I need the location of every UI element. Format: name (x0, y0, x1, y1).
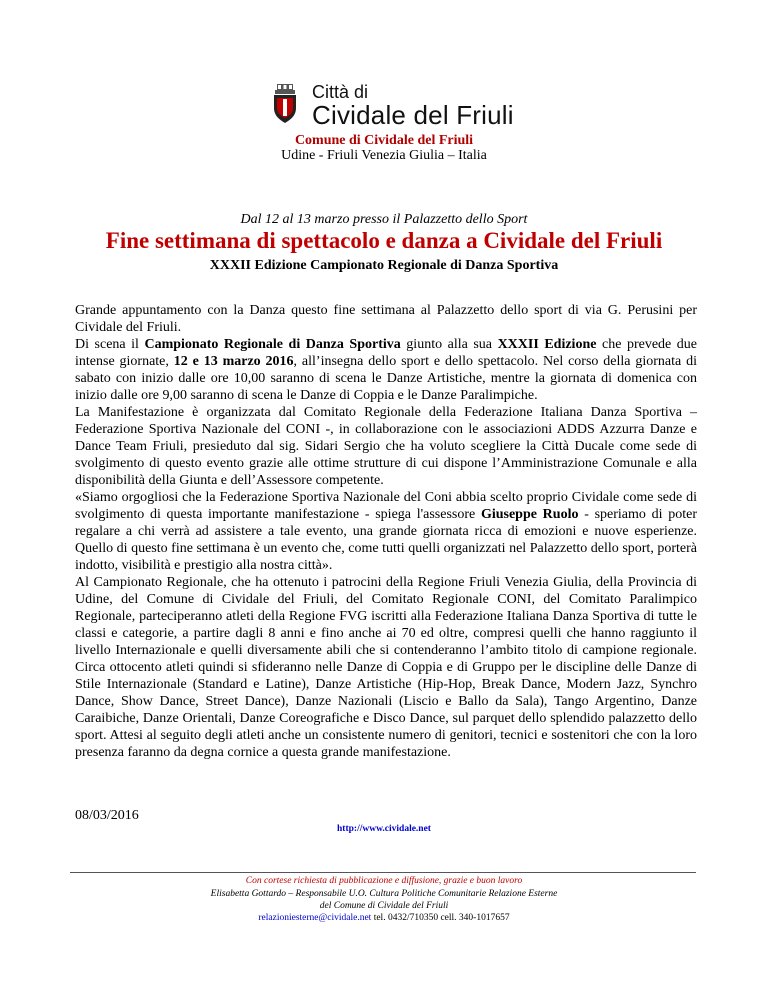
footer-request: Con cortese richiesta di pubblicazione e diffusione, grazie e buon lavoro (245, 876, 523, 886)
article-title: Fine settimana di spettacolo e danza a Cividale del Friuli (105, 228, 663, 253)
paragraph-2: Di scena il Campionato Regionale di Danza Sportiva giunto alla sua XXXII Edizione che prevede due intense giornate, 12 e 13 marzo 2016, all’insegna dello sport e dello spettacolo. Nel corso della giornata di sabato con inizio dalle ore 10,00 saranno di scena le Danze Artistiche, mentre la giornata di domenica con inizio dalle ore 9,00 saranno di scena le Danze di Coppia e le Danze Paralimpiche. (75, 337, 698, 403)
logo-small-text: Città di (312, 82, 369, 102)
article-kicker: Dal 12 al 13 marzo presso il Palazzetto dello Sport (240, 212, 528, 227)
footer-office: del Comune di Cividale del Friuli (319, 901, 449, 911)
website-link[interactable]: http://www.cividale.net (337, 824, 431, 834)
article-body (75, 302, 697, 761)
municipal-crest-icon (272, 84, 298, 124)
footer-divider (70, 872, 696, 873)
footer-contacts (0, 913, 768, 923)
footer-responsible: Elisabetta Gottardo – Responsabile U.O. Cultura Politiche Comunitarie Relazione Esterne (210, 889, 558, 899)
paragraph-1: Grande appuntamento con la Danza questo fine settimana al Palazzetto dello sport di via G. Perusini per Cividale del Friuli. (75, 303, 697, 335)
paragraph-5: Al Campionato Regionale, che ha ottenuto i patrocini della Regione Friuli Venezia Giulia, della Provincia di Udine, del Comune di Cividale del Friuli, del Comitato Regionale CONI, del Comitato Paralimpico Regionale, parteciperanno atleti della Regione FVG iscritti alla Federazione Italiana Danza Sportiva di tutte le classi e categorie, a partire dagli 8 anni e fino anche ai 70 ed oltre, compresi quelli che hanno raggiunto il livello Internazionale e quelli diversamente abili che si contenderanno l’ambito titolo di campione regionale. Circa ottocento atleti quindi si sfideranno nelle Danze di Coppia e di Gruppo per le discipline delle Danze di Stile Internazionale (Standard e Latine), Danze Artistiche (Hip-Hop, Break Dance, Modern Jazz, Synchro Dance, Show Dance, Street Dance), Danze Nazionali (Liscio e Ballo da Sala), Tango Argentino, Danze Caraibiche, Danze Orientali, Danze Coreografiche e Disco Dance, sul parquet dello splendido palazzetto dello sport. Attesi al seguito degli atleti anche un consistente numero di genitori, tecnici e sostenitori che con la loro presenza faranno da degna cornice a questa grande manifestazione. (75, 575, 697, 760)
publication-date: 08/03/2016 (75, 808, 139, 823)
article-subtitle: XXXII Edizione Campionato Regionale di Danza Sportiva (209, 258, 559, 273)
region-line: Udine - Friuli Venezia Giulia – Italia (281, 148, 487, 163)
logo-title: Cividale del Friuli (312, 100, 514, 130)
paragraph-3: La Manifestazione è organizzata dal Comitato Regionale della Federazione Italiana Danza Sportiva – Federazione Sportiva Nazionale del CONI -, in collaborazione con le associazioni ADDS Azzurra Danze e Dance Team Friuli, presieduto dal sig. Sidari Sergio che ha voluto scegliere la Città Ducale come sede di svolgimento di questo evento grazie alle ottime strutture di cui dispone l’Amministrazione Comunale e alla disponibilità della Giunta e dell’Assessore competente. (75, 405, 697, 488)
city-logo (268, 82, 558, 132)
phone-numbers: tel. 0432/710350 cell. 340-1017657 (371, 913, 510, 923)
email-link[interactable]: relazioniesterne@cividale.net (258, 913, 372, 923)
paragraph-4: «Siamo orgogliosi che la Federazione Sportiva Nazionale del Coni abbia scelto proprio Cividale come sede di svolgimento di questa importante manifestazione - spiega l'assessore Giuseppe Ruolo - speriamo di poter regalare a chi verrà ad assistere a tale evento, una grande giornata ricca di emozioni e nuove esperienze. Quello di questo fine settimana è un evento che, come tutti quelli organizzati nel Palazzetto dello sport, porterà indotto, visibilità e prestigio alla nostra città». (75, 490, 697, 573)
comune-heading: Comune di Cividale del Friuli (294, 133, 474, 148)
